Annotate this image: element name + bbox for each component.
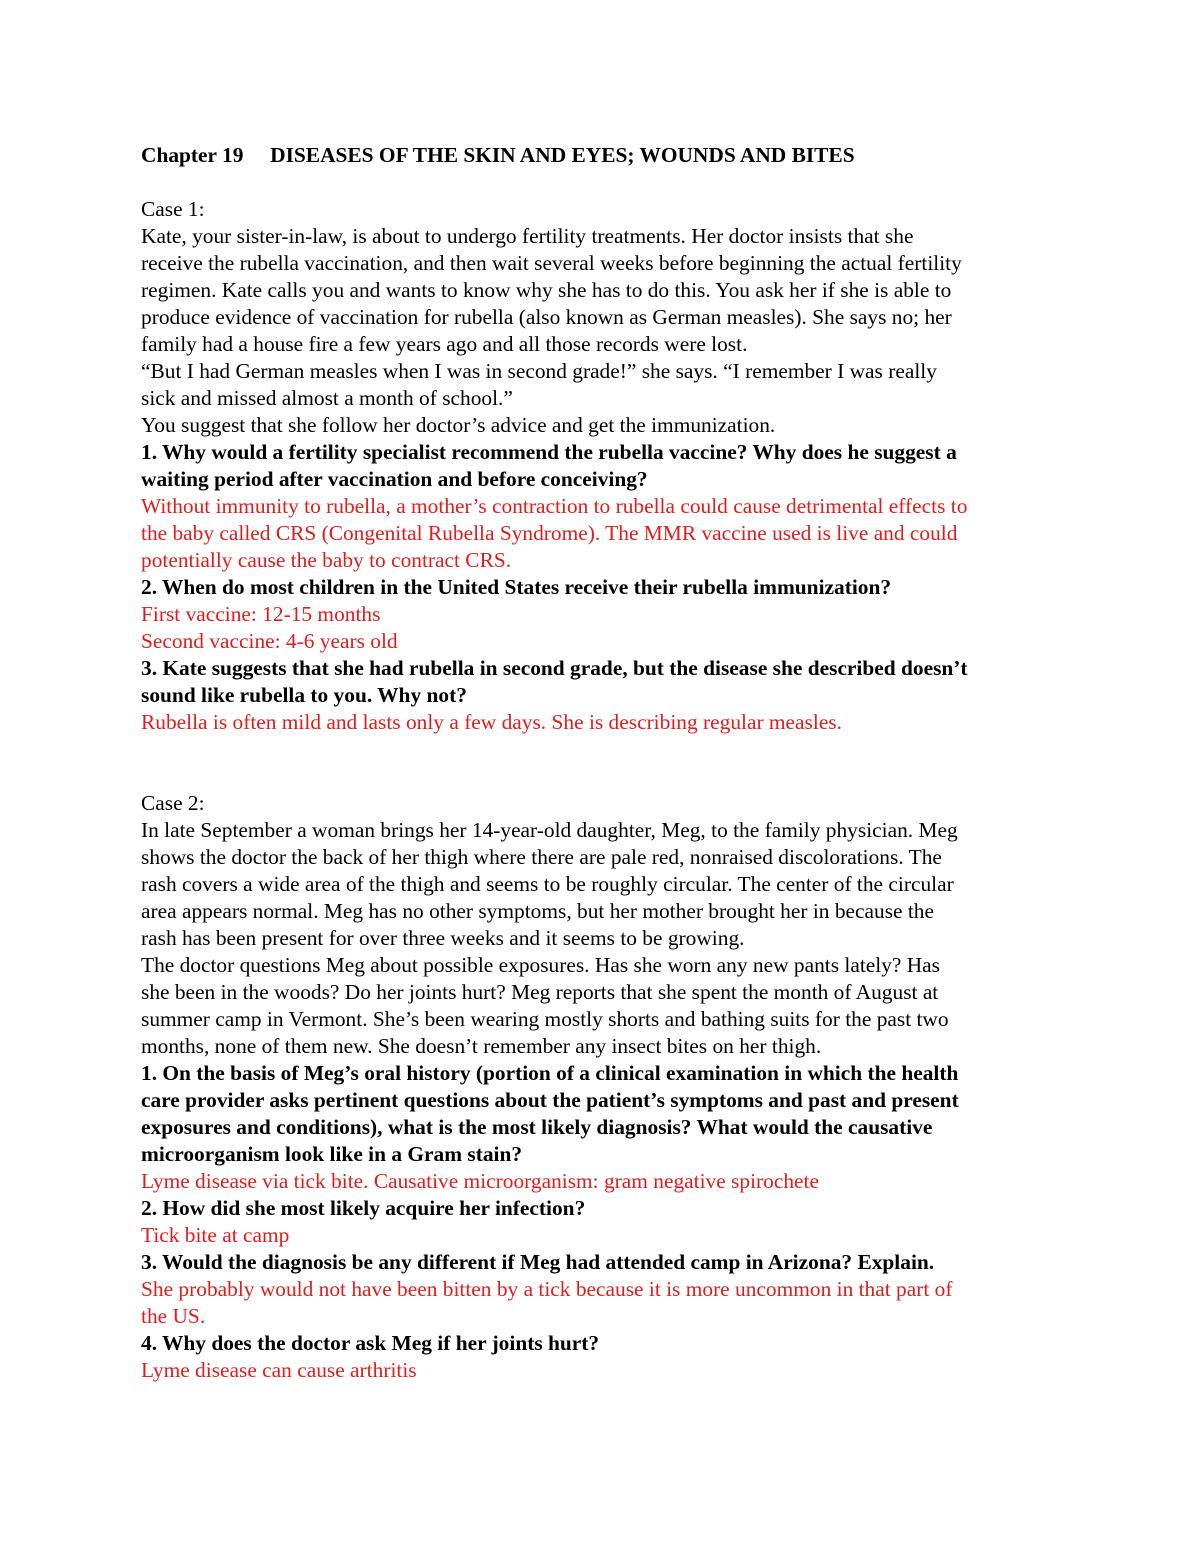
narrative-line: months, none of them new. She doesn’t remember any insect bites on her thigh. (141, 1034, 822, 1058)
question-1 (141, 439, 1059, 493)
question-2 (141, 574, 1059, 601)
answer-1 (141, 493, 1059, 574)
narrative-line: regimen. Kate calls you and wants to know why she has to do this. You ask her if she is able to (141, 278, 952, 302)
answer-line: the baby called CRS (Congenital Rubella Syndrome). The MMR vaccine used is live and could (141, 521, 958, 545)
answer-line: the US. (141, 1304, 206, 1328)
narrative-line: You suggest that she follow her doctor’s advice and get the immunization. (141, 413, 776, 437)
narrative-line: produce evidence of vaccination for rubella (also known as German measles). She says no; her (141, 305, 952, 329)
document-page (141, 141, 1059, 1384)
answer-3 (141, 1276, 1059, 1330)
narrative-line: In late September a woman brings her 14-year-old daughter, Meg, to the family physician. Meg (141, 818, 958, 842)
narrative-line: rash covers a wide area of the thigh and seems to be roughly circular. The center of the circular (141, 872, 954, 896)
narrative-line: area appears normal. Meg has no other symptoms, but her mother brought her in because the (141, 899, 934, 923)
question-line: 2. How did she most likely acquire her infection? (141, 1196, 586, 1220)
case-narrative (141, 223, 1059, 439)
case-label: Case 1: (141, 197, 205, 221)
narrative-line: Kate, your sister-in-law, is about to undergo fertility treatments. Her doctor insists that she (141, 224, 914, 248)
question-line: 3. Would the diagnosis be any different if Meg had attended camp in Arizona? Explain. (141, 1250, 935, 1274)
question-3 (141, 655, 1059, 709)
section-spacer (141, 736, 1059, 790)
question-line: waiting period after vaccination and before conceiving? (141, 467, 648, 491)
answer-line: Without immunity to rubella, a mother’s contraction to rubella could cause detrimental effects to (141, 494, 968, 518)
question-line: 1. Why would a fertility specialist recommend the rubella vaccine? Why does he suggest a (141, 440, 957, 464)
answer-4 (141, 1357, 1059, 1384)
question-4 (141, 1330, 1059, 1357)
case-1 (141, 196, 1059, 736)
question-3 (141, 1249, 1059, 1276)
answer-line: Second vaccine: 4-6 years old (141, 629, 398, 653)
answer-line: Rubella is often mild and lasts only a few days. She is describing regular measles. (141, 710, 842, 734)
narrative-line: summer camp in Vermont. She’s been wearing mostly shorts and bathing suits for the past two (141, 1007, 949, 1031)
narrative-line: sick and missed almost a month of school.” (141, 386, 513, 410)
question-line: 3. Kate suggests that she had rubella in second grade, but the disease she described doesn’t (141, 656, 968, 680)
chapter-title: Chapter 19 DISEASES OF THE SKIN AND EYES; WOUNDS AND BITES (141, 143, 855, 167)
answer-3 (141, 709, 1059, 736)
narrative-line: she been in the woods? Do her joints hurt? Meg reports that she spent the month of August at (141, 980, 939, 1004)
narrative-line: shows the doctor the back of her thigh where there are pale red, nonraised discolorations. The (141, 845, 942, 869)
case-2 (141, 790, 1059, 1384)
answer-line: She probably would not have been bitten by a tick because it is more uncommon in that part of (141, 1277, 953, 1301)
case-label: Case 2: (141, 791, 205, 815)
question-line: care provider asks pertinent questions about the patient’s symptoms and past and present (141, 1088, 959, 1112)
answer-2 (141, 601, 1059, 655)
question-line: 2. When do most children in the United States receive their rubella immunization? (141, 575, 892, 599)
answer-line: First vaccine: 12-15 months (141, 602, 381, 626)
question-line: microorganism look like in a Gram stain? (141, 1142, 523, 1166)
narrative-line: family had a house fire a few years ago and all those records were lost. (141, 332, 748, 356)
answer-line: Tick bite at camp (141, 1223, 290, 1247)
answer-line: Lyme disease can cause arthritis (141, 1358, 417, 1382)
question-line: 1. On the basis of Meg’s oral history (portion of a clinical examination in which the health (141, 1061, 959, 1085)
answer-2 (141, 1222, 1059, 1249)
narrative-line: The doctor questions Meg about possible exposures. Has she worn any new pants lately? Has (141, 953, 941, 977)
question-1 (141, 1060, 1059, 1168)
answer-1 (141, 1168, 1059, 1195)
narrative-line: “But I had German measles when I was in second grade!” she says. “I remember I was really (141, 359, 937, 383)
question-line: sound like rubella to you. Why not? (141, 683, 467, 707)
question-line: exposures and conditions), what is the most likely diagnosis? What would the causative (141, 1115, 933, 1139)
narrative-line: rash has been present for over three weeks and it seems to be growing. (141, 926, 745, 950)
question-2 (141, 1195, 1059, 1222)
narrative-line: receive the rubella vaccination, and then wait several weeks before beginning the actual fertility (141, 251, 962, 275)
question-line: 4. Why does the doctor ask Meg if her joints hurt? (141, 1331, 600, 1355)
case-narrative (141, 817, 1059, 1060)
answer-line: potentially cause the baby to contract CRS. (141, 548, 512, 572)
answer-line: Lyme disease via tick bite. Causative microorganism: gram negative spirochete (141, 1169, 819, 1193)
